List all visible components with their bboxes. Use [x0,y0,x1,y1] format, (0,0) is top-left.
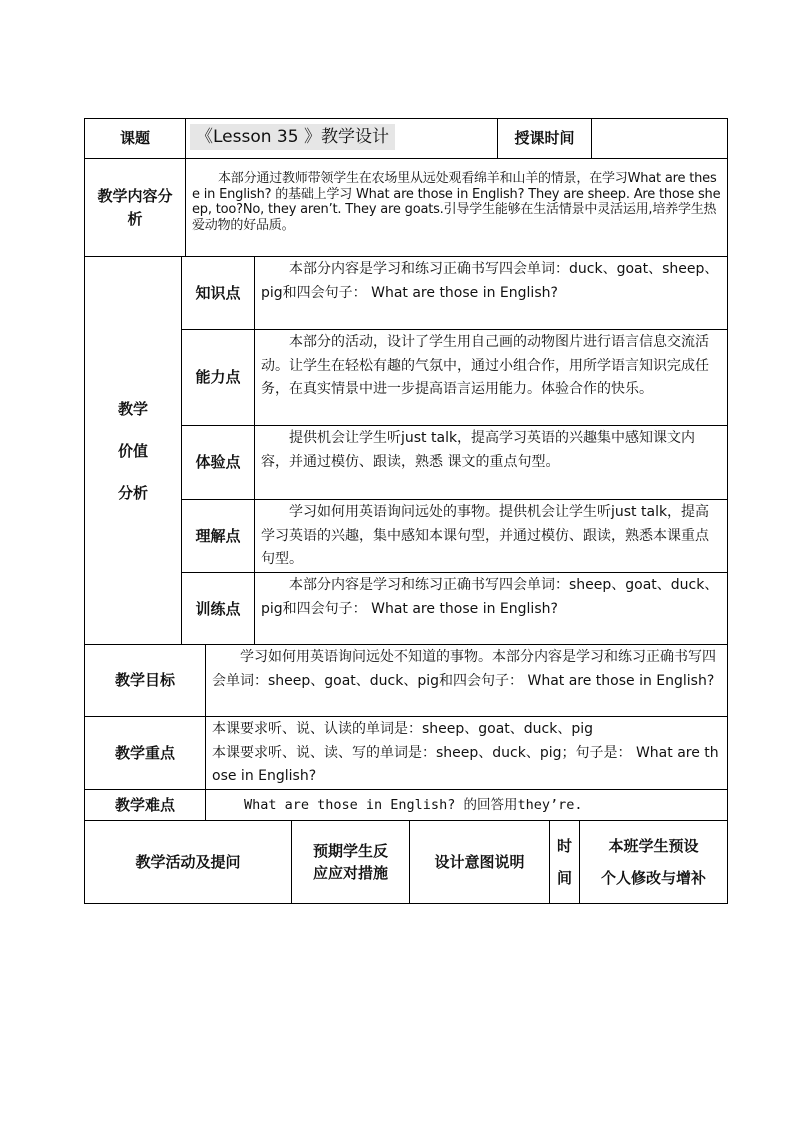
key-points-line: 本课要求听、说、读、写的单词是：sheep、duck、pig；句子是： What are those in English? [212,744,719,784]
objectives-text: 学习如何用英语询问远处不知道的事物。本部分内容是学习和练习正确书写四会单词：sheep、goat、duck、pig和四会句子： What are those in English? [205,645,727,716]
row-value-analysis [84,256,728,644]
time-value[interactable] [591,119,727,158]
lesson-title: 《Lesson 35 》教学设计 [190,124,395,150]
row-topic [84,118,728,158]
point-label: 体验点 [195,453,241,472]
row-difficulties [84,789,728,820]
activity-col-line: 本班学生预设 [608,837,699,855]
activity-col-notes [579,821,727,903]
point-text: 本部分内容是学习和练习正确书写四会单词：sheep、goat、duck、pig和四会句子： What are those in English? [254,573,727,645]
row-objectives [84,644,728,716]
point-training [182,572,727,645]
point-text: 本部分内容是学习和练习正确书写四会单词：duck、goat、sheep、pig和四会句子： What are those in English? [254,257,727,329]
lesson-title-cell [185,119,497,158]
activity-col-line: 应应对措施 [312,864,388,882]
activity-col-line: 时 [556,837,572,855]
point-text: 本部分的活动，设计了学生用自己画的动物图片进行语言信息交流活动。让学生在轻松有趣的气氛中，通过小组合作，用所学语言知识完成任务，在真实情景中进一步提高语言运用能力。体验合作的快乐。 [254,330,727,425]
point-ability [182,329,727,425]
activity-col-time [549,821,579,903]
row-activity-header [84,820,728,904]
row-content-analysis [84,158,728,256]
point-experience [182,425,727,499]
point-knowledge [182,257,727,329]
point-label: 知识点 [195,283,241,302]
objectives-label: 教学目标 [114,671,175,690]
value-analysis-label [85,257,181,644]
value-label-line: 价值 [117,441,148,460]
activity-col-intent: 设计意图说明 [409,821,549,903]
content-analysis-label: 教学内容分析 [97,187,173,228]
value-label-line: 分析 [117,483,148,502]
activity-col-line: 间 [556,869,572,887]
value-points [181,257,727,644]
point-text: 学习如何用英语询问远处的事物。提供机会让学生听just talk，提高学习英语的兴趣，集中感知本课句型，并通过模仿、跟读，熟悉本课重点句型。 [254,500,727,572]
time-label: 授课时间 [497,119,591,158]
activity-col-questions: 教学活动及提问 [135,852,241,871]
activity-col-line: 预期学生反 [312,841,388,860]
point-label: 理解点 [195,526,241,545]
difficulties-label: 教学难点 [114,795,175,814]
point-label: 能力点 [195,368,241,387]
key-points-line: 本课要求听、说、认读的单词是：sheep、goat、duck、pig [212,721,594,737]
content-analysis-text: 本部分通过教师带领学生在农场里从远处观看绵羊和山羊的情景，在学习What are these in English? 的基础上学习 What are those in English? They are sheep. Are those sheep, too?No, they aren’t. They are goats.引导学生能够在生活情景中灵活运用,培养学生热爱动物的好品质。 [185,159,727,256]
topic-label: 课题 [119,129,150,148]
row-key-points [84,716,728,789]
value-label-line: 教学 [117,399,148,418]
point-understanding [182,499,727,572]
key-points-label: 教学重点 [114,743,175,762]
lesson-plan-table [84,118,728,904]
difficulties-text: What are those in English? 的回答用they’re. [205,790,727,820]
activity-col-line: 个人修改与增补 [600,869,706,887]
key-points-text [205,717,727,789]
activity-col-responses [291,821,409,903]
point-text: 提供机会让学生听just talk，提高学习英语的兴趣集中感知课文内容，并通过模仿、跟读，熟悉 课文的重点句型。 [254,426,727,499]
point-label: 训练点 [195,599,241,618]
